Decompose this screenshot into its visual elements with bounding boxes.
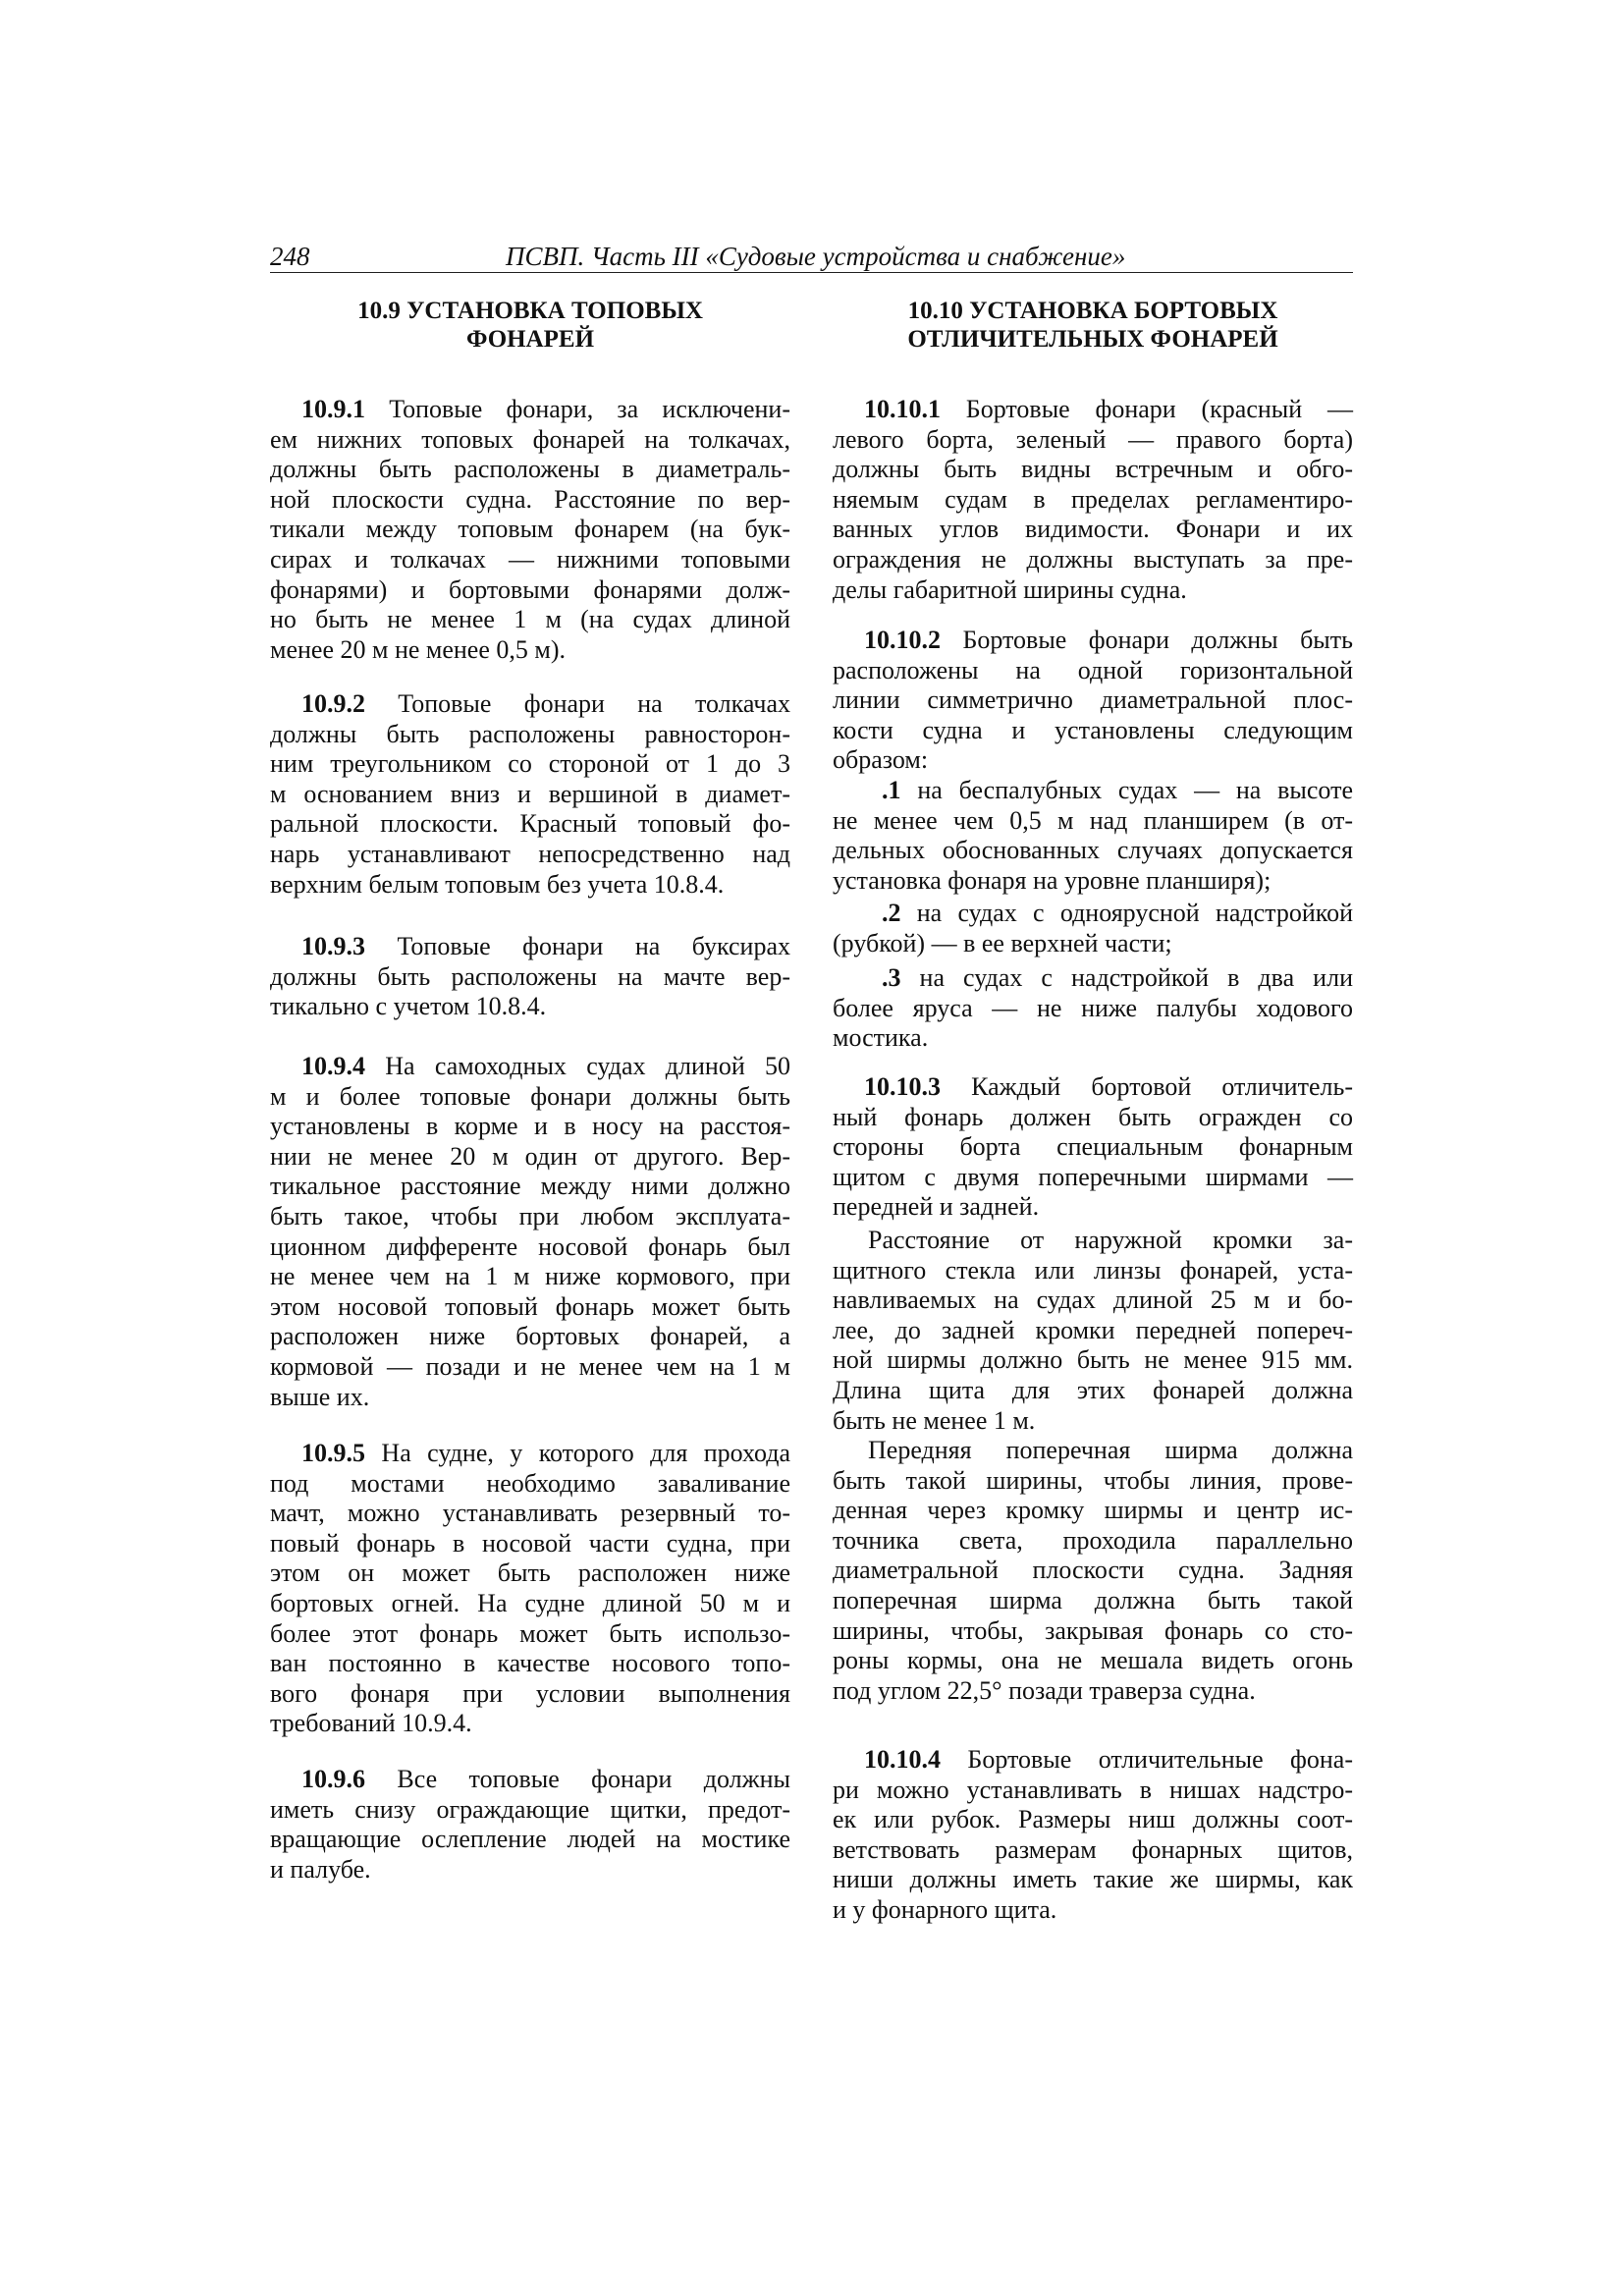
line-text: повый фонарь в носовой части судна, при [270,1528,790,1558]
line-text: быть такое, чтобы при любом эксплуата- [270,1201,790,1230]
clause-number: 10.10.2 [864,626,941,654]
line-text: щитного стекла или линзы фонарей, уста- [833,1255,1353,1285]
paragraph-10-9-3 [270,932,790,1022]
line-text: ниши должны иметь такие же ширмы, как [833,1865,1353,1894]
clause-number: 10.10.4 [864,1745,941,1774]
text-line [270,1439,790,1469]
clause-number: 10.9.5 [301,1439,365,1467]
line-text: мачт, можно устанавливать резервный то- [270,1499,790,1528]
line-text: требований 10.9.4. [270,1709,472,1738]
paragraph-10-9-1 [270,395,790,665]
text-line [270,1709,790,1739]
line-text: Топовые фонари, за исключени- [365,395,790,423]
line-text: должны быть видны встречным и обго- [833,455,1353,484]
line-text: Длина щита для этих фонарей должна [833,1375,1353,1404]
line-text: ним треугольником со стороной от 1 до 3 [270,749,790,779]
text-line [270,809,790,840]
line-text: Передняя поперечная ширма должна [868,1436,1353,1464]
text-line [833,1865,1353,1895]
line-text: диаметральной плоскости судна. Задняя [833,1556,1353,1585]
paragraph-10-9-5 [270,1439,790,1739]
text-line [833,994,1353,1024]
text-line [833,1805,1353,1835]
paragraph-10-10-4 [833,1745,1353,1926]
line-text: Бортовые отличительные фона- [941,1745,1353,1774]
paragraph-10-9-6 [270,1765,790,1885]
line-text: Расстояние от наружной кромки за- [868,1226,1353,1254]
text-line [833,1316,1353,1346]
text-line [833,1023,1353,1054]
line-text: ной ширмы должно быть не менее 915 мм. [833,1345,1353,1375]
text-line [833,745,1353,776]
line-text: Топовые фонари на толкачах [365,689,790,718]
clause-number: 10.9.1 [301,395,365,423]
text-line [833,836,1353,866]
text-line [270,1322,790,1352]
text-line [833,1586,1353,1616]
text-line [833,485,1353,516]
line-text: и палубе. [270,1854,371,1884]
line-text: ной плоскости судна. Расстояние по вер- [270,484,790,514]
paragraph-item-2 [833,899,1353,958]
text-line [833,1745,1353,1776]
text-line [270,605,790,635]
text-line [270,1825,790,1855]
text-line [270,1082,790,1113]
header-rule [270,272,1353,273]
heading-line: 10.10 УСТАНОВКА БОРТОВЫХ [907,298,1278,324]
line-text: На самоходных судах длиной 50 [365,1052,790,1080]
line-text: Бортовые фонари должны быть [941,626,1353,654]
text-line [833,1103,1353,1133]
line-text: ем нижних топовых фонарей на толкачах, [270,424,790,454]
line-text: нарь устанавливают непосредственно над [270,839,790,868]
line-text: и у фонарного щита. [833,1894,1057,1924]
text-line [833,1376,1353,1406]
text-line [833,1676,1353,1707]
text-line [270,1172,790,1202]
line-text: не менее чем на 1 м ниже кормового, при [270,1262,790,1291]
text-line [833,1895,1353,1926]
line-text: навливаемых на судах длиной 25 м и бо- [833,1285,1353,1315]
text-line [833,1835,1353,1866]
line-text: линии симметрично диаметральной плос- [833,685,1353,715]
text-line [833,455,1353,485]
line-text: точника света, проходила параллельно [833,1525,1353,1555]
text-line [270,749,790,780]
text-line [270,575,790,606]
line-text: м и более топовые фонари должны быть [270,1081,790,1111]
line-text: бортовых огней. На судне длиной 50 м и [270,1588,790,1617]
text-line [270,840,790,870]
line-text: на судах с надстройкой в два или [900,963,1353,992]
text-line [270,932,790,962]
line-text: На судне, у которого для прохода [365,1439,790,1467]
clause-number: .1 [882,776,901,804]
line-text: делы габаритной ширины судна. [833,574,1187,604]
line-text: установлены в корме и в носу на расстоя- [270,1112,790,1141]
line-text: Топовые фонари на буксирах [365,932,790,960]
text-line [270,1232,790,1263]
clause-number: 10.9.4 [301,1052,365,1080]
line-text: расположены на одной горизонтальной [833,655,1353,684]
line-text: сирах и толкачах — нижними топовыми [270,544,790,574]
line-text: выше их. [270,1382,370,1411]
text-line [833,1646,1353,1676]
text-line [270,1649,790,1679]
paragraph [833,1436,1353,1706]
clause-number: .2 [882,899,901,927]
text-line [833,1192,1353,1223]
text-line [270,1352,790,1383]
line-text: ван постоянно в качестве носового топо- [270,1649,790,1678]
text-line [270,992,790,1022]
clause-number: .3 [882,963,901,992]
line-text: лее, до задней кромки передней попереч- [833,1315,1353,1344]
text-line [833,425,1353,456]
line-text: расположен ниже бортовых фонарей, а [270,1322,790,1351]
text-line [270,1679,790,1710]
text-line [270,425,790,456]
line-text: под мостами необходимо заваливание [270,1468,790,1498]
line-text: не менее чем 0,5 м над планширем (в от- [833,805,1353,835]
line-text: мостика. [833,1023,929,1053]
text-line [833,1466,1353,1497]
text-line [833,395,1353,425]
text-line [270,1469,790,1500]
paragraph [833,1226,1353,1436]
clause-number: 10.10.1 [864,395,941,423]
line-text: ванных углов видимости. Фонари и их [833,515,1353,544]
text-line [833,1163,1353,1193]
line-text: Каждый бортовой отличитель- [941,1072,1353,1101]
text-line [833,776,1353,806]
text-line [833,866,1353,897]
line-text: более этот фонарь может быть использо- [270,1618,790,1648]
paragraph-10-10-3 [833,1072,1353,1223]
text-line [833,515,1353,545]
heading-line: ОТЛИЧИТЕЛЬНЫХ ФОНАРЕЙ [907,326,1278,353]
text-line [833,1776,1353,1806]
line-text: (рубкой) — в ее верхней части; [833,928,1172,957]
text-line [270,395,790,425]
text-line [270,1529,790,1559]
text-line [833,1072,1353,1103]
text-line [833,1256,1353,1286]
line-text: ширины, чтобы, закрывая фонарь со сто- [833,1615,1353,1645]
text-line [833,929,1353,959]
text-line [833,685,1353,716]
text-line [270,1499,790,1529]
page-number: 248 [270,242,310,271]
line-text: на беспалубных судах — на высоте [900,776,1353,804]
text-line [270,1795,790,1826]
text-line [833,1436,1353,1466]
line-text: под углом 22,5° позади траверза судна. [833,1675,1256,1705]
line-text: поперечная ширма должна быть такой [833,1585,1353,1614]
paragraph-10-10-1 [833,395,1353,605]
line-text: должны быть расположены в диаметраль- [270,455,790,484]
text-line [270,962,790,993]
text-line [833,1132,1353,1163]
line-text: денная через кромку ширмы и центр ис- [833,1496,1353,1525]
line-text: нии не менее 20 м один от другого. Вер- [270,1141,790,1171]
text-line [270,1052,790,1082]
text-line [833,963,1353,994]
text-line [270,870,790,901]
text-line [270,1262,790,1292]
line-text: ральной плоскости. Красный топовый фо- [270,809,790,839]
text-line [270,720,790,750]
text-line [270,780,790,810]
line-text: няемым судам в пределах регламентиро- [833,484,1353,514]
text-line [833,575,1353,606]
paragraph-item-3 [833,963,1353,1054]
section-heading-10-9 [270,297,790,354]
text-line [270,1202,790,1232]
line-text: тикальное расстояние между ними должно [270,1172,790,1201]
text-line [833,1345,1353,1376]
text-line [270,689,790,720]
text-line [833,1226,1353,1256]
line-text: тикально с учетом 10.8.4. [270,992,547,1021]
line-text: роны кормы, она не мешала видеть огонь [833,1646,1353,1675]
text-line [270,1292,790,1323]
paragraph-item-1 [833,776,1353,896]
line-text: быть такой ширины, чтобы линия, прове- [833,1465,1353,1495]
text-line [833,1616,1353,1647]
line-text: на судах с одноярусной надстройкой [900,899,1353,927]
line-text: менее 20 м не менее 0,5 м). [270,634,566,664]
clause-number: 10.9.2 [301,689,365,718]
text-line [833,1496,1353,1526]
line-text: Все топовые фонари должны [365,1765,790,1793]
clause-number: 10.9.3 [301,932,365,960]
line-text: м основанием вниз и вершиной в диамет- [270,779,790,808]
line-text: ный фонарь должен быть огражден со [833,1102,1353,1131]
text-line [270,1855,790,1886]
line-text: ри можно устанавливать в нишах надстро- [833,1775,1353,1804]
line-text: стороны борта специальным фонарным [833,1132,1353,1162]
line-text: должны быть расположены на мачте вер- [270,961,790,991]
line-text: установка фонаря на уровне планширя); [833,865,1271,895]
line-text: образом: [833,745,929,775]
text-line [833,656,1353,686]
paragraph-10-10-2 [833,626,1353,776]
text-line [270,1142,790,1173]
text-line [833,545,1353,575]
heading-line: ФОНАРЕЙ [465,326,595,353]
text-line [270,1619,790,1650]
line-text: верхним белым топовым без учета 10.8.4. [270,869,725,899]
text-line [270,545,790,575]
line-text: кости судна и установлены следующим [833,715,1353,744]
line-text: левого борта, зеленый — правого борта) [833,424,1353,454]
line-text: ветствовать размерам фонарных щитов, [833,1834,1353,1864]
line-text: быть не менее 1 м. [833,1405,1036,1435]
text-line [833,1556,1353,1586]
line-text: кормовой — позади и не менее чем на 1 м [270,1351,790,1381]
text-line [270,455,790,485]
text-line [270,1558,790,1589]
text-line [270,635,790,666]
text-line [833,1406,1353,1437]
line-text: дельных обоснованных случаях допускается [833,836,1353,865]
text-line [270,1589,790,1619]
line-text: фонарями) и бортовыми фонарями долж- [270,574,790,604]
text-line [833,626,1353,656]
line-text: этом он может быть расположен ниже [270,1558,790,1588]
line-text: этом носовой топовый фонарь может быть [270,1291,790,1321]
running-title: ПСВП. Часть III «Судовые устройства и снабжение» [506,242,1126,271]
text-line [833,1526,1353,1557]
text-line [270,515,790,545]
text-line [833,899,1353,929]
line-text: должны быть расположены равносторон- [270,719,790,748]
text-line [270,1765,790,1795]
text-line [270,1112,790,1142]
line-text: тикали между топовым фонарем (на бук- [270,515,790,544]
heading-line: 10.9 УСТАНОВКА ТОПОВЫХ [357,298,703,324]
text-line [833,806,1353,837]
text-line [833,716,1353,746]
clause-number: 10.9.6 [301,1765,365,1793]
line-text: щитом с двумя поперечными ширмами — [833,1162,1353,1191]
text-line [270,485,790,516]
line-text: Бортовые фонари (красный — [941,395,1353,423]
paragraph-10-9-4 [270,1052,790,1412]
text-line [833,1285,1353,1316]
text-line [270,1383,790,1413]
line-text: ек или рубок. Размеры ниш должны соот- [833,1805,1353,1834]
line-text: более яруса — не ниже палубы ходового [833,993,1353,1022]
line-text: ционном дифференте носовой фонарь был [270,1231,790,1261]
clause-number: 10.10.3 [864,1072,941,1101]
line-text: вращающие ослепление людей на мостике [270,1825,790,1854]
line-text: вого фонаря при условии выполнения [270,1678,790,1708]
line-text: ограждения не должны выступать за пре- [833,544,1353,574]
line-text: передней и задней. [833,1192,1040,1222]
paragraph-10-9-2 [270,689,790,900]
line-text: иметь снизу ограждающие щитки, предот- [270,1794,790,1824]
section-heading-10-10 [833,297,1353,354]
line-text: но быть не менее 1 м (на судах длиной [270,605,790,634]
